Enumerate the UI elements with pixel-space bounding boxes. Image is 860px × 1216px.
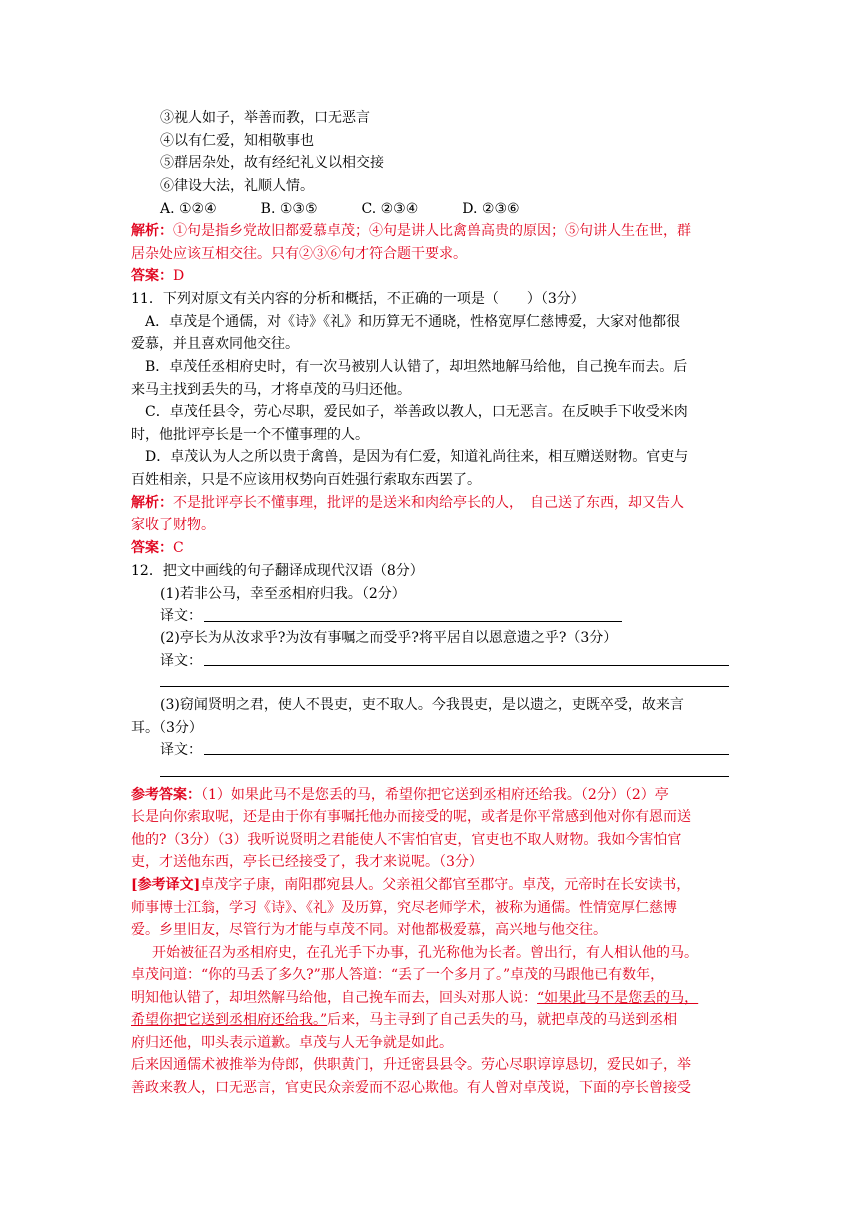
q12-translation-label-3: 译文：: [160, 742, 202, 758]
q12-translation-label-2: 译文：: [160, 653, 202, 669]
ref-translation-p3-line-2: 善政来教人，口无恶言，官吏民众亲爱而不忍心欺他。有人曾对卓茂说，下面的亭长曾接受: [131, 1080, 691, 1096]
q10-item-4: ④以有仁爱，知相敬事也: [160, 133, 314, 149]
q10-options: [160, 198, 564, 220]
ref-translation-p1-line-1: [参考译文]卓茂字子康，南阳郡宛县人。父亲祖父都官至郡守。卓茂，元帝时在长安读书，: [131, 877, 691, 893]
ref-translation-p2-line-4: 希望你把它送到丞相府还给我。”后来，马主寻到了自己丢失的马，就把卓茂的马送到丞相: [131, 1012, 678, 1028]
q12-sentence-2: (2)亭长为从汝求乎?为汝有事嘱之而受乎?将平居自以恩意遗之乎?（3分）: [160, 630, 618, 646]
q11-option-b-line-2: 来马主找到丢失的马，才将卓茂的马归还他。: [131, 382, 411, 398]
q11-answer: 答案：C: [131, 540, 184, 556]
underlined-quote-b: 希望你把它送到丞相府还给我。”: [131, 1012, 328, 1028]
q11-analysis-line-2: 家收了财物。: [131, 517, 215, 533]
q11-option-a-line-2: 爱慕，并且喜欢同他交往。: [131, 336, 299, 352]
q10-item-3: ③视人如子，举善而教，口无恶言: [160, 110, 370, 126]
q10-item-5: ⑤群居杂处，故有经纪礼义以相交接: [160, 155, 384, 171]
q10-answer-label: 答案：: [131, 268, 173, 284]
q12-sentence-3-line-2: 耳。（3分）: [131, 720, 203, 736]
q10-option-a: A. ①②④: [160, 201, 217, 217]
ref-answer-line-2: 长是向你索取呢，还是由于你有事嘱托他办而接受的呢，或者是你平常感到他对你有恩而送: [131, 809, 691, 825]
ref-translation-label: [参考译文]: [131, 877, 201, 893]
ref-translation-p2-line-5: 府归还他，叩头表示道歉。卓茂与人无争就是如此。: [131, 1035, 453, 1051]
q12-sentence-3-line-1: (3)窃闻贤明之君，使人不畏吏，吏不取人。今我畏吏，是以遗之，吏既卒受，故来言: [160, 697, 684, 713]
q10-analysis-line-1: 解析：①句是指乡党故旧都爱慕卓茂；④句是讲人比禽兽高贵的原因；⑤句讲人生在世，群: [131, 223, 691, 239]
q11-option-b-line-1: B．卓茂任丞相府史时，有一次马被别人认错了，却坦然地解马给他，自己挽车而去。后: [145, 359, 688, 375]
q11-option-d-line-2: 百姓相亲，只是不应该用权势向百姓强行索取东西罢了。: [131, 472, 481, 488]
answer-line-3b: [160, 776, 729, 777]
ref-translation-p2-line-2: 卓茂问道：“你的马丢了多久?”那人答道：“丢了一个多月了。”卓茂的马跟他已有数年，: [131, 967, 665, 983]
q11-analysis-line-1: 解析：不是批评亭长不懂事理，批评的是送米和肉给亭长的人， 自己送了东西，却又告人: [131, 495, 684, 511]
ref-translation-p1-line-3: 爱。乡里旧友，尽管行为才能与卓茂不同。对他都极爱慕，高兴地与他交往。: [131, 922, 607, 938]
q10-option-d: D. ②③⑥: [462, 201, 520, 217]
q12-sentence-1: (1)若非公马，幸至丞相府归我。（2分）: [160, 586, 406, 602]
ref-translation-p3-line-1: 后来因通儒术被推举为侍郎，供职黄门，升迁密县县令。劳心尽职谆谆恳切，爱民如子，举: [131, 1057, 691, 1073]
q11-analysis-label: 解析：: [131, 495, 173, 511]
q11-option-d-line-1: D．卓茂认为人之所以贵于禽兽，是因为有仁爱，知道礼尚往来，相互赠送财物。官吏与: [145, 449, 689, 465]
q12-translation-label-1: 译文：: [160, 608, 202, 624]
ref-answer-line-1: 参考答案：（1）如果此马不是您丢的马，希望你把它送到丞相府还给我。（2分）（2）亭: [131, 787, 669, 803]
underlined-quote-a: “如果此马不是您丢的马，: [537, 990, 699, 1006]
q10-analysis-label: 解析：: [131, 223, 173, 239]
q10-answer: 答案：D: [131, 268, 185, 284]
ref-answer-line-3: 他的?（3分）（3）我听说贤明之君能使人不害怕官吏，官吏也不取人财物。我如今害怕官: [131, 832, 682, 848]
q10-item-6: ⑥律设大法，礼顺人情。: [160, 178, 314, 194]
q11-option-a-line-1: A．卓茂是个通儒，对《诗》《礼》和历算无不通晓，性格宽厚仁慈博爱，大家对他都很: [145, 314, 681, 330]
q11-option-c-line-1: C．卓茂任县令，劳心尽职，爱民如子，举善政以教人，口无恶言。在反映手下收受米肉: [145, 404, 688, 420]
ref-translation-p2-line-3: 明知他认错了，却坦然解马给他，自己挽车而去，回头对那人说：“如果此马不是您丢的马，: [131, 990, 699, 1006]
q11-answer-label: 答案：: [131, 540, 173, 556]
q10-option-b: B. ①③⑤: [260, 201, 318, 217]
ref-answer-label: 参考答案：: [131, 787, 201, 803]
answer-line-2a: [204, 665, 729, 666]
q10-option-c: C. ②③④: [361, 201, 419, 217]
ref-answer-line-4: 吏，才送他东西，亭长已经接受了，我才来说呢。（3分）: [131, 854, 483, 870]
answer-line-2b: [160, 686, 729, 687]
ref-translation-p1-line-2: 师事博士江翁，学习《诗》、《礼》及历算，究尽老师学术，被称为通儒。性情宽厚仁慈博: [131, 900, 677, 916]
q10-analysis-line-2: 居杂处应该互相交往。只有②③⑥句才符合题干要求。: [131, 246, 467, 262]
answer-line-3a: [204, 754, 729, 755]
q11-option-c-line-2: 时，他批评亭长是一个不懂事理的人。: [131, 427, 369, 443]
ref-translation-p2-line-1: 开始被征召为丞相府史，在孔光手下办事，孔光称他为长者。曾出行，有人相认他的马。: [152, 945, 698, 961]
q12-stem: 12．把文中画线的句子翻译成现代汉语（8分）: [131, 563, 424, 579]
q11-stem: 11．下列对原文有关内容的分析和概括，不正确的一项是（ ）（3分）: [131, 291, 585, 307]
answer-line-1: [204, 621, 622, 622]
